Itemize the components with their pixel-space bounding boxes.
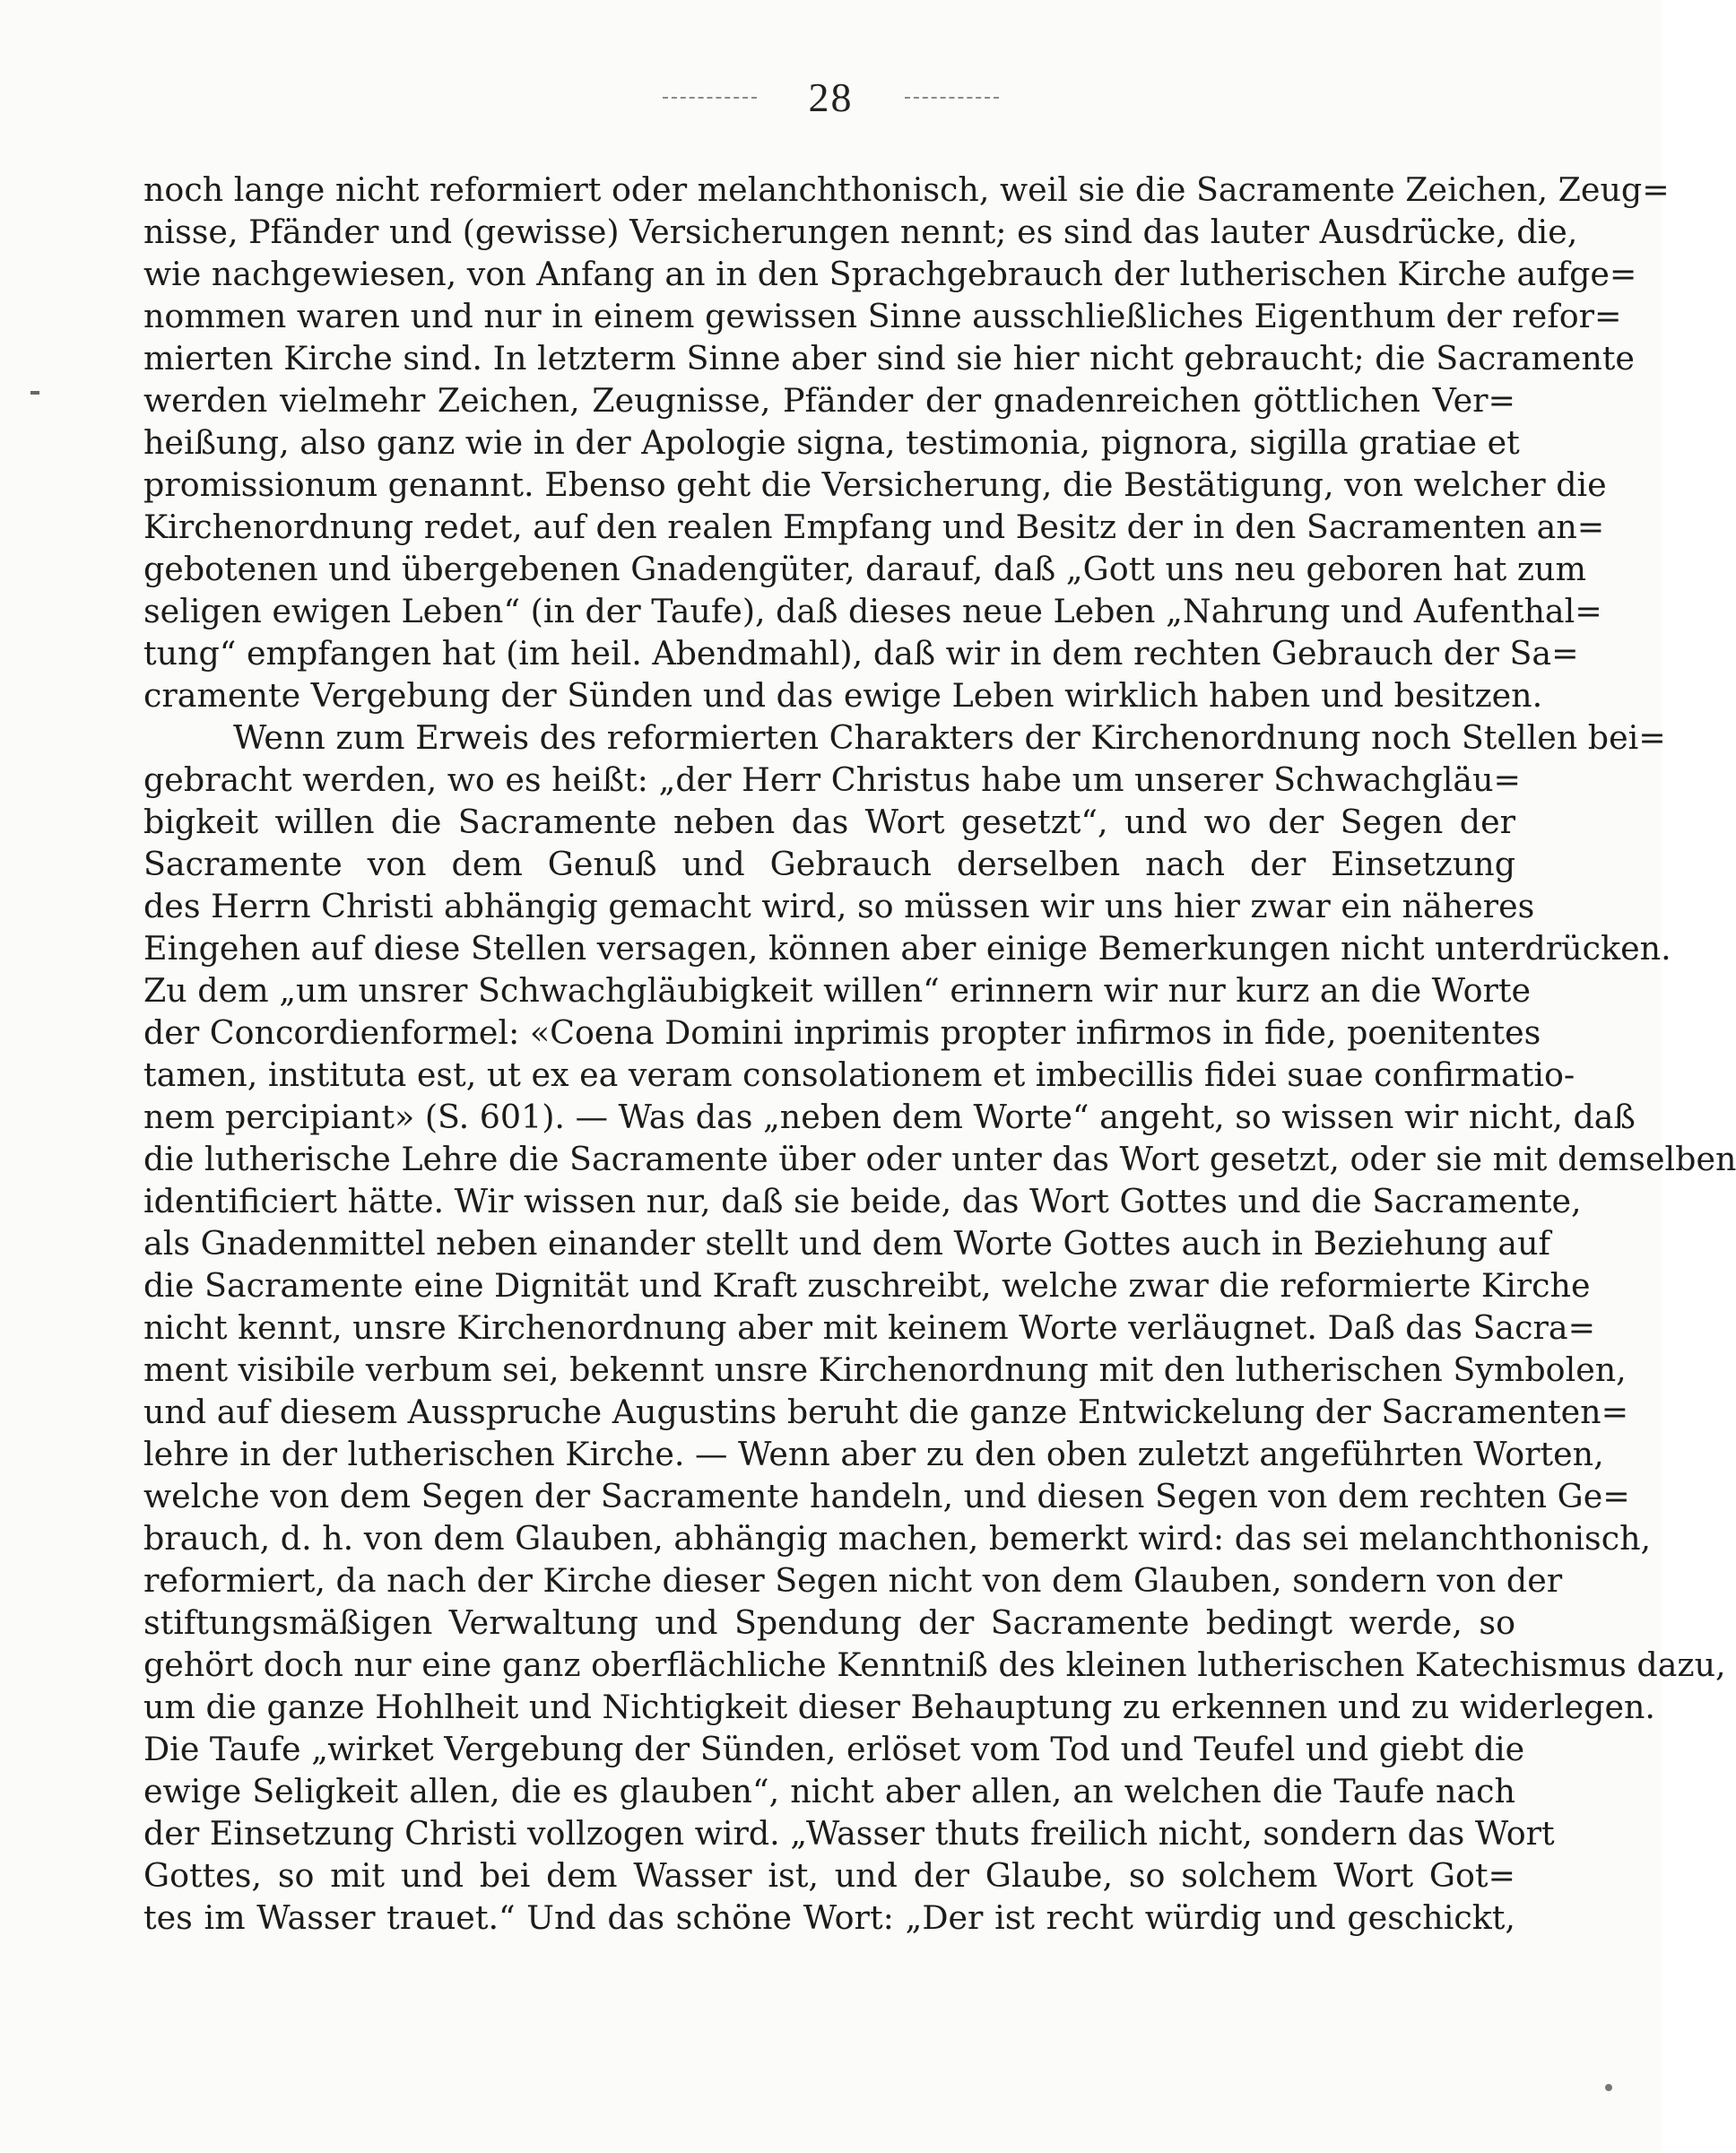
text-line: lehre in der lutherischen Kirche. — Wenn aber zu den oben zuletzt angeführten Worten, (143, 1435, 1604, 1473)
paragraph-start-line: Wenn zum Erweis des reformierten Charakters der Kirchenordnung noch Stellen bei= (233, 718, 1666, 757)
text-line: wie nachgewiesen, von Anfang an in den Sprachgebrauch der lutherischen Kirche aufge= (143, 255, 1637, 293)
header-rule-left (663, 97, 757, 99)
text-line: seligen ewigen Leben“ (in der Taufe), daß dieses neue Leben „Nahrung und Aufenthal= (143, 592, 1602, 630)
text-line: tes im Wasser trauet.“ Und das schöne Wort: „Der ist recht würdig und geschickt, (143, 1898, 1515, 1937)
text-line: Eingehen auf diese Stellen versagen, können aber einige Bemerkungen nicht unterdrücken. (143, 929, 1671, 968)
text-line: als Gnadenmittel neben einander stellt und dem Worte Gottes auch in Beziehung auf (143, 1224, 1551, 1263)
text-line: die lutherische Lehre die Sacramente über oder unter das Wort gesetzt, oder sie mit demselben (143, 1140, 1736, 1178)
text-line: bigkeit willen die Sacramente neben das Wort gesetzt“, und wo der Segen der (143, 803, 1515, 841)
text-line: reformiert, da nach der Kirche dieser Segen nicht von dem Glauben, sondern von der (143, 1561, 1563, 1600)
text-line: tung“ empfangen hat (im heil. Abendmahl), daß wir in dem rechten Gebrauch der Sa= (143, 634, 1579, 673)
margin-speck (1605, 2084, 1612, 2091)
text-line: heißung, also ganz wie in der Apologie signa, testimonia, pignora, sigilla gratiae et (143, 423, 1520, 462)
text-line: promissionum genannt. Ebenso geht die Versicherung, die Bestätigung, von welcher die (143, 465, 1607, 504)
text-line: der Einsetzung Christi vollzogen wird. „Wasser thuts freilich nicht, sondern das Wort (143, 1814, 1555, 1853)
text-line: gebotenen und übergebenen Gnadengüter, darauf, daß „Gott uns neu geboren hat zum (143, 550, 1586, 588)
text-line: werden vielmehr Zeichen, Zeugnisse, Pfänder der gnadenreichen göttlichen Ver= (143, 381, 1515, 420)
margin-mark (30, 391, 39, 395)
text-line: ment visibile verbum sei, bekennt unsre Kirchenordnung mit den lutherischen Symbolen, (143, 1350, 1627, 1389)
text-line: die Sacramente eine Dignität und Kraft zuschreibt, welche zwar die reformierte Kirche (143, 1266, 1591, 1305)
text-line: gehört doch nur eine ganz oberflächliche Kenntniß des kleinen lutherischen Katechismus dazu, (143, 1645, 1726, 1684)
text-line: nommen waren und nur in einem gewissen Sinne ausschließliches Eigenthum der refor= (143, 297, 1622, 335)
text-line: nisse, Pfänder und (gewisse) Versicherungen nennt; es sind das lauter Ausdrücke, die, (143, 213, 1578, 251)
text-line: um die ganze Hohlheit und Nichtigkeit dieser Behauptung zu erkennen und zu widerlegen. (143, 1688, 1655, 1726)
text-line: und auf diesem Ausspruche Augustins beruht die ganze Entwickelung der Sacramenten= (143, 1393, 1629, 1431)
text-line: Gottes, so mit und bei dem Wasser ist, und der Glaube, so solchem Wort Got= (143, 1856, 1515, 1895)
text-line: gebracht werden, wo es heißt: „der Herr Christus habe um unserer Schwachgläu= (143, 760, 1522, 799)
page-number: 28 (808, 74, 854, 120)
text-line (143, 1939, 1515, 1981)
text-line: mierten Kirche sind. In letzterm Sinne aber sind sie hier nicht gebraucht; die Sacramente (143, 339, 1635, 378)
text-line: stiftungsmäßigen Verwaltung und Spendung der Sacramente bedingt werde, so (143, 1603, 1515, 1642)
text-line: Zu dem „um unsrer Schwachgläubigkeit willen“ erinnern wir nur kurz an die Worte (143, 971, 1532, 1010)
text-line: noch lange nicht reformiert oder melanchthonisch, weil sie die Sacramente Zeichen, Zeug= (143, 170, 1670, 209)
page-header (0, 74, 1662, 127)
text-line: Die Taufe „wirket Vergebung der Sünden, erlöset vom Tod und Teufel und giebt die (143, 1730, 1525, 1768)
text-line: tamen, instituta est, ut ex ea veram consolationem et imbecillis fidei suae confirmatio- (143, 1055, 1575, 1094)
text-line: nem percipiant» (S. 601). — Was das „neben dem Worte“ angeht, so wissen wir nicht, daß (143, 1098, 1636, 1136)
text-line: der Concordienformel: «Coena Domini inprimis propter infirmos in fide, poenitentes (143, 1013, 1541, 1052)
text-line: brauch, d. h. von dem Glauben, abhängig machen, bemerkt wird: das sei melanchthonisch, (143, 1519, 1652, 1558)
text-line: identificiert hätte. Wir wissen nur, daß sie beide, das Wort Gottes und die Sacramente, (143, 1182, 1582, 1220)
paragraph-end-line: cramente Vergebung der Sünden und das ewige Leben wirklich haben und besitzen. (143, 676, 1543, 715)
text-line: Sacramente von dem Genuß und Gebrauch derselben nach der Einsetzung (143, 845, 1515, 883)
body-text (143, 169, 1736, 1981)
text-line: Kirchenordnung redet, auf den realen Empfang und Besitz der in den Sacramenten an= (143, 508, 1605, 546)
text-line: nicht kennt, unsre Kirchenordnung aber mit keinem Worte verläugnet. Daß das Sacra= (143, 1308, 1596, 1347)
header-rule-right (905, 97, 999, 99)
text-line: welche von dem Segen der Sacramente handeln, und diesen Segen von dem rechten Ge= (143, 1477, 1630, 1515)
text-line: ewige Seligkeit allen, die es glauben“, nicht aber allen, an welchen die Taufe nach (143, 1772, 1515, 1810)
text-line: des Herrn Christi abhängig gemacht wird, so müssen wir uns hier zwar ein näheres (143, 887, 1535, 925)
